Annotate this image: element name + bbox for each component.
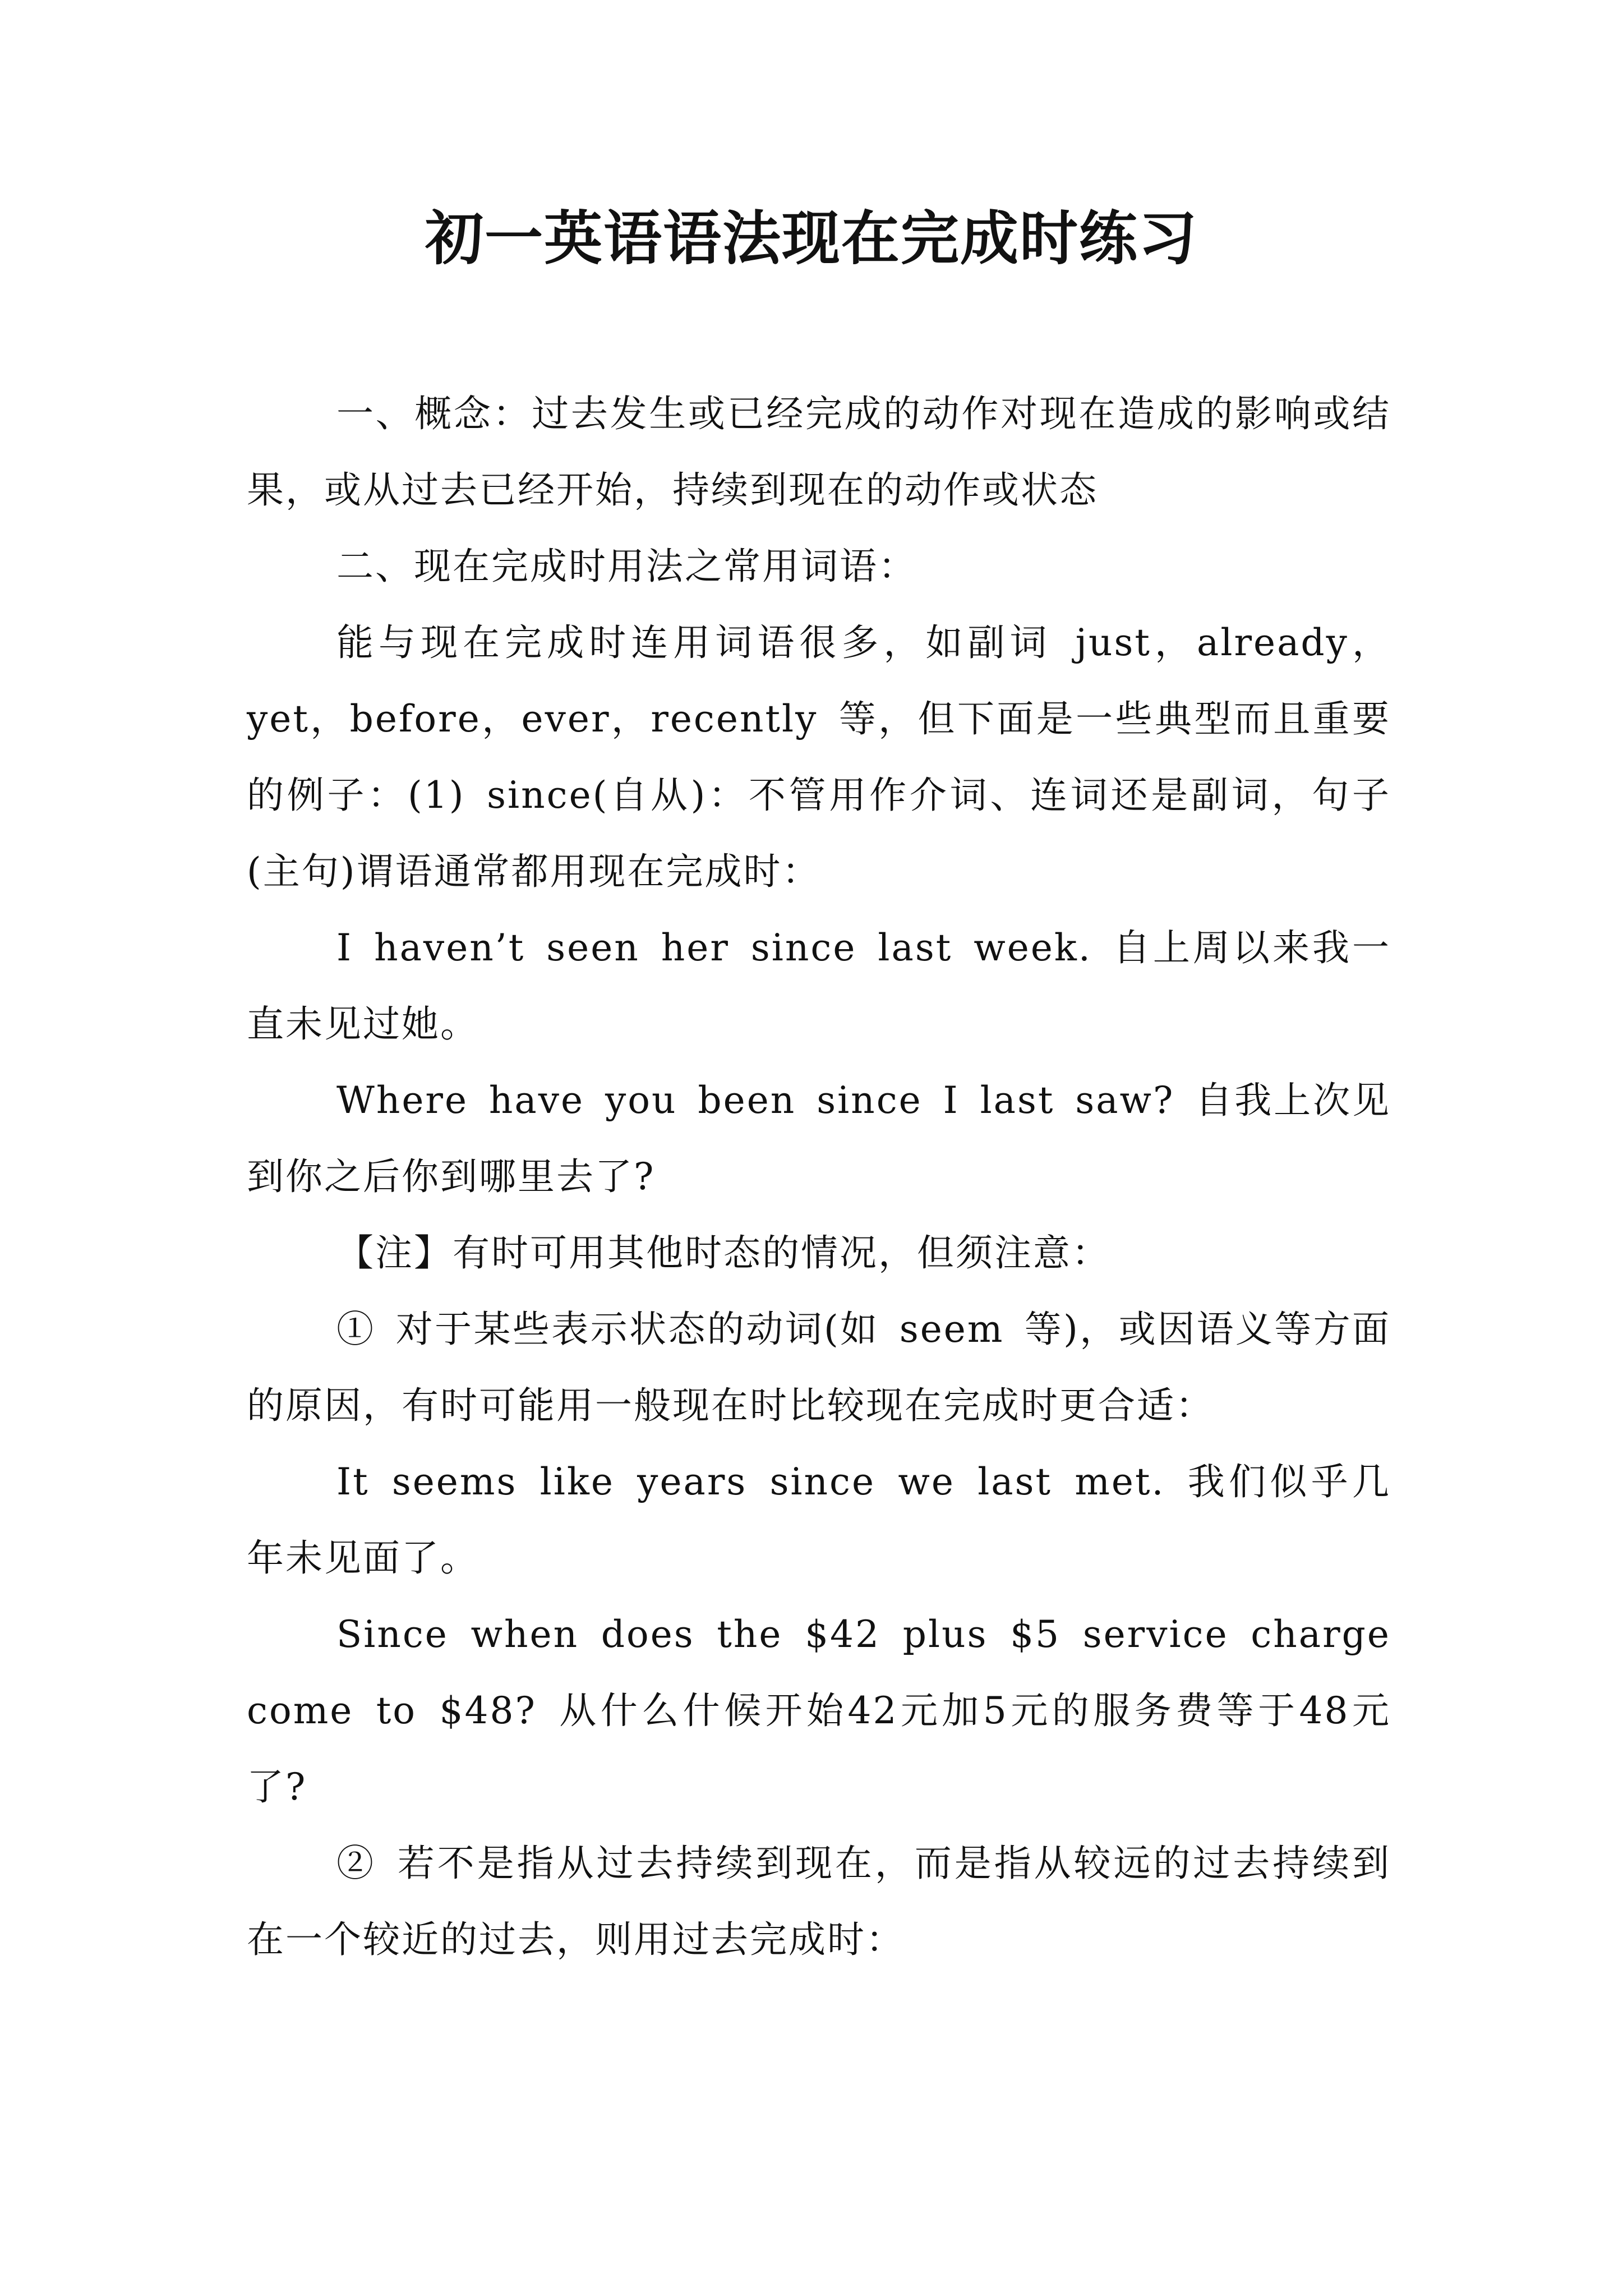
paragraph-example-4: Since when does the $42 plus $5 service charge come to $48? 从什么什候开始42元加5元的服务费等于48元了? [247, 1613, 1391, 1809]
paragraph-note-point-2: ② 若不是指从过去持续到现在，而是指从较远的过去持续到在一个较近的过去，则用过去完成时： [247, 1842, 1391, 1961]
paragraph-concept: 一、概念：过去发生或已经完成的动作对现在造成的影响或结果，或从过去已经开始，持续到现在的动作或状态 [247, 392, 1391, 512]
paragraph-example-1: I haven’t seen her since last week. 自上周以来我一直未见过她。 [247, 926, 1391, 1046]
document-title: 初一英语语法现在完成时练习 [425, 204, 1198, 273]
paragraph-usage-intro: 能与现在完成时连用词语很多，如副词 just，already，yet，before，ever，recently 等，但下面是一些典型而且重要的例子：(1) since(自从)：不管用作介词、连词还是副词，句子(主句)谓语通常都用现在完成时： [247, 621, 1391, 893]
paragraph-note-point-1: ① 对于某些表示状态的动词(如 seem 等)，或因语义等方面的原因，有时可能用一般现在时比较现在完成时更合适： [247, 1308, 1391, 1427]
paragraph-note: 【注】有时可用其他时态的情况，但须注意： [336, 1231, 1110, 1274]
paragraph-example-3: It seems like years since we last met. 我们似乎几年未见面了。 [247, 1460, 1391, 1580]
paragraph-usage-heading: 二、现在完成时用法之常用词语： [336, 545, 917, 588]
document-body [247, 376, 1391, 1978]
paragraph-example-2: Where have you been since I last saw? 自我上次见到你之后你到哪里去了? [247, 1079, 1391, 1198]
